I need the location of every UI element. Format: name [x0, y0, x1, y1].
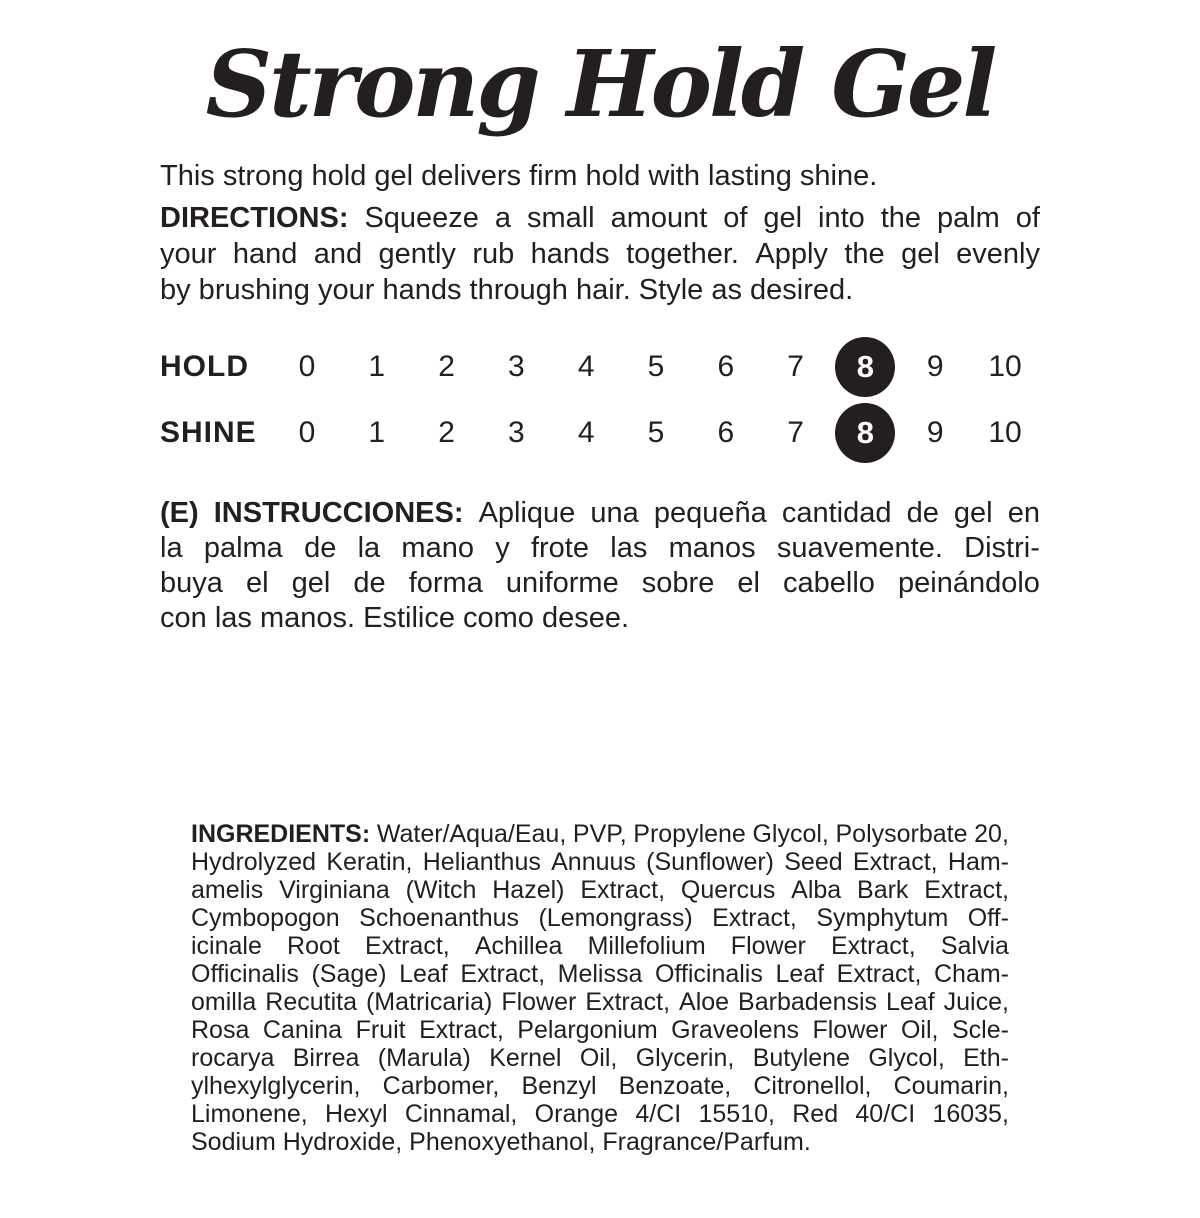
- word: the: [880, 202, 922, 234]
- word: Recutita: [265, 988, 357, 1016]
- text-line: [191, 1072, 1009, 1100]
- word: Coumarin,: [893, 1072, 1009, 1100]
- text-line: [191, 876, 1009, 904]
- scale-value: [272, 403, 342, 463]
- word: Extract,: [419, 1016, 504, 1044]
- number: 10: [988, 350, 1022, 383]
- word: Benzyl: [521, 1072, 597, 1100]
- word: Officinalis: [191, 960, 299, 988]
- word: Barbadensis: [738, 988, 878, 1016]
- word: sobre: [641, 567, 715, 599]
- number: 9: [926, 416, 944, 449]
- bold-word: DIRECTIONS:: [160, 202, 349, 234]
- word: Rosa: [191, 1016, 250, 1044]
- word: gel: [953, 497, 993, 529]
- number: 7: [787, 350, 804, 383]
- word: omilla: [191, 988, 257, 1016]
- word: gel: [901, 238, 940, 270]
- word: manos: [668, 532, 756, 564]
- word: Fruit: [355, 1016, 406, 1044]
- word: 20,: [974, 820, 1009, 848]
- text-line: [160, 531, 1040, 566]
- scale-label: SHINE: [160, 416, 257, 449]
- text-line: con las manos. Estilice como desee.: [160, 602, 630, 634]
- word: Extract,: [852, 848, 938, 876]
- scale-value: [761, 403, 831, 463]
- word: Leaf: [886, 988, 935, 1016]
- word: Aloe: [679, 988, 730, 1016]
- word: Hazel): [492, 876, 565, 904]
- number: 3: [508, 350, 525, 383]
- word: of: [1015, 202, 1040, 234]
- word: of: [723, 202, 748, 234]
- word: Salvia: [940, 932, 1009, 960]
- word: a: [494, 202, 512, 234]
- word: Birrea: [292, 1044, 360, 1072]
- number: 1: [368, 416, 386, 449]
- word: Leaf: [399, 960, 448, 988]
- number: 3: [508, 416, 525, 449]
- ingredients-paragraph: [191, 820, 1009, 1156]
- scale-value: [761, 337, 831, 397]
- scale-value: [551, 403, 621, 463]
- word: mano: [401, 532, 474, 564]
- word: Glycol,: [752, 820, 829, 848]
- number: 9: [926, 350, 944, 383]
- word: cabello: [783, 567, 875, 599]
- selected-number-circle: 8: [835, 337, 895, 397]
- scale-value: [342, 403, 412, 463]
- word: Juice,: [943, 988, 1009, 1016]
- text-line: by brushing your hands through hair. Style as desired.: [160, 274, 854, 306]
- text-line: [191, 932, 1009, 960]
- word: suavemente.: [776, 532, 943, 564]
- word: Flower: [501, 988, 577, 1016]
- word: Seed: [784, 848, 843, 876]
- shine-scale-row: [160, 400, 1040, 466]
- word: uniforme: [505, 567, 619, 599]
- word: Extract,: [364, 932, 450, 960]
- word: Helianthus: [422, 848, 541, 876]
- word: hands: [530, 238, 610, 270]
- text-line: [191, 960, 1009, 988]
- number: 4: [577, 350, 595, 383]
- word: Propylene: [633, 820, 746, 848]
- word: rocarya: [191, 1044, 275, 1072]
- word: Citronellol,: [753, 1072, 872, 1100]
- number: 1: [368, 350, 386, 383]
- word: el: [245, 567, 269, 599]
- spanish-instructions-paragraph: [160, 496, 1040, 636]
- number: 5: [647, 350, 665, 383]
- word: Cinnamal,: [404, 1100, 518, 1128]
- word: Cymbopogon: [191, 904, 340, 932]
- word: Extract,: [830, 932, 916, 960]
- scale-numbers: [272, 337, 1040, 397]
- word: cantidad: [781, 497, 892, 529]
- text-line: [191, 1044, 1009, 1072]
- word: Root: [287, 932, 340, 960]
- word: together.: [626, 238, 739, 270]
- text-line: [160, 566, 1040, 601]
- word: palm: [936, 202, 1000, 234]
- word: your: [160, 238, 217, 270]
- scale-value: [481, 337, 551, 397]
- word: Extract,: [580, 876, 666, 904]
- bold-word: (E): [160, 497, 199, 529]
- word: Graveolens: [671, 1016, 799, 1044]
- scale-value-selected: [831, 337, 901, 397]
- word: de: [906, 497, 939, 529]
- number: 0: [298, 350, 316, 383]
- number: 10: [988, 416, 1022, 449]
- word: Limonene,: [191, 1100, 308, 1128]
- word: Benzoate,: [618, 1072, 732, 1100]
- word: Oil,: [579, 1044, 618, 1072]
- number: 6: [717, 350, 735, 383]
- word: Eth-: [963, 1044, 1009, 1072]
- word: Flower: [730, 932, 806, 960]
- bold-word: INGREDIENTS:: [191, 820, 371, 848]
- word: Symphytum: [816, 904, 949, 932]
- scale-value: [970, 403, 1040, 463]
- number: 7: [787, 416, 804, 449]
- word: 16035,: [932, 1100, 1009, 1128]
- word: Water/Aqua/Eau,: [376, 820, 567, 848]
- word: 15510,: [698, 1100, 775, 1128]
- word: small: [526, 202, 595, 234]
- text-line: [191, 1016, 1009, 1044]
- word: Officinalis: [654, 960, 763, 988]
- text-line: Sodium Hydroxide, Phenoxyethanol, Fragrance/Parfum.: [191, 1128, 811, 1156]
- word: Alba: [791, 876, 842, 904]
- word: Ham-: [947, 848, 1009, 876]
- scale-value: [691, 403, 761, 463]
- word: la: [160, 532, 183, 564]
- word: icinale: [191, 932, 262, 960]
- word: Extract,: [712, 904, 797, 932]
- word: amelis: [191, 876, 264, 904]
- word: Apply: [755, 238, 828, 270]
- word: 4/CI: [635, 1100, 682, 1128]
- word: buya: [160, 567, 223, 599]
- product-title: Strong Hold Gel: [205, 30, 995, 138]
- word: the: [844, 238, 885, 270]
- scale-value: [621, 337, 691, 397]
- word: (Sage): [311, 960, 387, 988]
- word: frote: [530, 532, 589, 564]
- text-line: [160, 236, 1040, 272]
- product-tagline: This strong hold gel delivers firm hold with lasting shine.: [160, 160, 878, 192]
- directions-paragraph: [160, 200, 1040, 308]
- text-line: [191, 904, 1009, 932]
- word: 40/CI: [855, 1100, 916, 1128]
- word: Quercus: [680, 876, 776, 904]
- text-line: [191, 1100, 1009, 1128]
- word: PVP,: [572, 820, 627, 848]
- number: 4: [577, 416, 595, 449]
- word: las: [610, 532, 648, 564]
- scale-value: [412, 337, 482, 397]
- word: Hexyl: [325, 1100, 388, 1128]
- text-line: [191, 848, 1009, 876]
- scale-label: HOLD: [160, 350, 249, 383]
- word: Butylene: [752, 1044, 850, 1072]
- number: 2: [438, 350, 455, 383]
- word: Distri-: [964, 532, 1040, 564]
- number: 5: [647, 416, 665, 449]
- word: (Sunflower): [646, 848, 774, 876]
- word: ylhexylglycerin,: [191, 1072, 361, 1100]
- word: forma: [408, 567, 483, 599]
- number: 0: [298, 416, 316, 449]
- scale-value: [412, 403, 482, 463]
- scale-value: [481, 403, 551, 463]
- product-label: [0, 18, 1200, 1218]
- word: Schoenanthus: [359, 904, 520, 932]
- word: Squeeze: [364, 202, 479, 234]
- scale-value: [970, 337, 1040, 397]
- word: Cham-: [933, 960, 1009, 988]
- word: Oil,: [900, 1016, 939, 1044]
- scale-value: [900, 403, 970, 463]
- word: Polysorbate: [835, 820, 968, 848]
- text-line: [160, 200, 1040, 236]
- word: Off-: [967, 904, 1009, 932]
- word: pequeña: [653, 497, 767, 529]
- word: (Lemongrass): [538, 904, 693, 932]
- scale-value: [551, 337, 621, 397]
- word: Extract,: [585, 988, 671, 1016]
- word: Red: [792, 1100, 839, 1128]
- word: el: [737, 567, 760, 599]
- word: Glycol,: [868, 1044, 945, 1072]
- word: gel: [291, 567, 331, 599]
- number: 6: [717, 416, 735, 449]
- word: Extract,: [460, 960, 546, 988]
- word: (Marula): [377, 1044, 471, 1072]
- word: de: [353, 567, 386, 599]
- bold-word: INSTRUCCIONES:: [213, 497, 464, 529]
- scale-value-selected: [831, 403, 901, 463]
- word: Orange: [534, 1100, 619, 1128]
- word: Hydrolyzed: [191, 848, 317, 876]
- word: Virginiana: [279, 876, 390, 904]
- text-line: [191, 820, 1009, 848]
- word: Bark: [857, 876, 909, 904]
- scale-numbers: [272, 403, 1040, 463]
- word: Aplique: [478, 497, 576, 529]
- word: la: [357, 532, 381, 564]
- word: Canina: [262, 1016, 343, 1044]
- word: Millefolium: [587, 932, 706, 960]
- word: una: [590, 497, 639, 529]
- word: (Matricaria): [365, 988, 493, 1016]
- scale-value: [900, 337, 970, 397]
- selected-number-circle: 8: [835, 403, 895, 463]
- word: Melissa: [557, 960, 643, 988]
- word: and: [313, 238, 363, 270]
- word: peinándolo: [898, 567, 1040, 599]
- word: Kernel: [489, 1044, 562, 1072]
- word: y: [495, 532, 510, 564]
- word: rub: [472, 238, 515, 270]
- word: Leaf: [775, 960, 825, 988]
- word: Extract,: [924, 876, 1009, 904]
- label-body: [160, 158, 1040, 636]
- word: Carbomer,: [382, 1072, 500, 1100]
- word: de: [304, 532, 337, 564]
- text-line: [160, 496, 1040, 531]
- word: gel: [763, 202, 803, 234]
- hold-scale-row: [160, 334, 1040, 400]
- word: (Witch: [405, 876, 477, 904]
- rating-scales: [160, 334, 1040, 466]
- word: Pelargonium: [517, 1016, 658, 1044]
- word: Achillea: [474, 932, 563, 960]
- scale-value: [272, 337, 342, 397]
- word: Keratin,: [326, 848, 413, 876]
- word: Scle-: [951, 1016, 1009, 1044]
- scale-value: [621, 403, 691, 463]
- scale-value: [342, 337, 412, 397]
- word: evenly: [956, 238, 1040, 270]
- word: Flower: [812, 1016, 888, 1044]
- word: palma: [203, 532, 283, 564]
- scale-value: [691, 337, 761, 397]
- word: en: [1007, 497, 1040, 529]
- word: Glycerin,: [635, 1044, 735, 1072]
- word: Annuus: [551, 848, 636, 876]
- word: hand: [232, 238, 298, 270]
- text-line: [191, 988, 1009, 1016]
- word: Extract,: [836, 960, 922, 988]
- word: into: [818, 202, 865, 234]
- word: gently: [378, 238, 456, 270]
- number: 2: [438, 416, 455, 449]
- word: amount: [610, 202, 708, 234]
